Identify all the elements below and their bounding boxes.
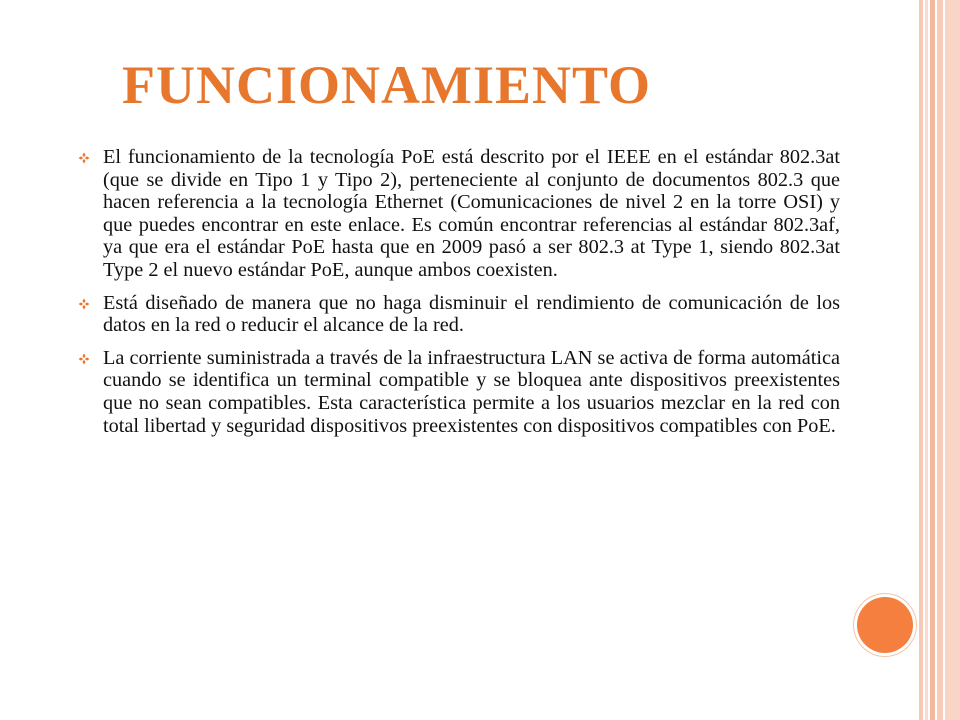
bullet-item bbox=[78, 292, 840, 337]
four-diamond-bullet-icon bbox=[78, 353, 90, 365]
four-diamond-bullet-icon bbox=[78, 152, 90, 164]
bullet-text: Está diseñado de manera que no haga disminuir el rendimiento de comunicación de los datos en la red o reducir el alcance de la red. bbox=[103, 291, 840, 337]
decorative-stripe bbox=[937, 0, 943, 720]
four-diamond-bullet-icon bbox=[78, 298, 90, 310]
bullet-item bbox=[78, 347, 840, 437]
decorative-stripe bbox=[930, 0, 935, 720]
decorative-stripe bbox=[925, 0, 928, 720]
decorative-stripe bbox=[945, 0, 960, 720]
decorative-stripe bbox=[919, 0, 923, 720]
decorative-circle bbox=[857, 597, 913, 653]
bullet-text: La corriente suministrada a través de la infraestructura LAN se activa de forma automática cuando se identifica un terminal compatible y se bloquea ante dispositivos preexistentes que no sean compatibles. Esta característica permite a los usuarios mezclar en la red con total libertad y seguridad dispositivos preexistentes con dispositivos compatibles con PoE. bbox=[103, 346, 840, 437]
bullet-list bbox=[78, 146, 840, 447]
bullet-text: El funcionamiento de la tecnología PoE está descrito por el IEEE en el estándar 802.3at (que se divide en Tipo 1 y Tipo 2), perteneciente al conjunto de documentos 802.3 que hacen referencia a la tecnología Ethernet (Comunicaciones de nivel 2 en la torre OSI) y que puedes encontrar en este enlace. Es común encontrar referencias al estándar 802.3af, ya que era el estándar PoE hasta que en 2009 pasó a ser 802.3 at Type 1, siendo 802.3at Type 2 el nuevo estándar PoE, aunque ambos coexisten. bbox=[103, 146, 840, 281]
bullet-item bbox=[78, 146, 840, 282]
slide-title: FUNCIONAMIENTO bbox=[122, 55, 652, 115]
